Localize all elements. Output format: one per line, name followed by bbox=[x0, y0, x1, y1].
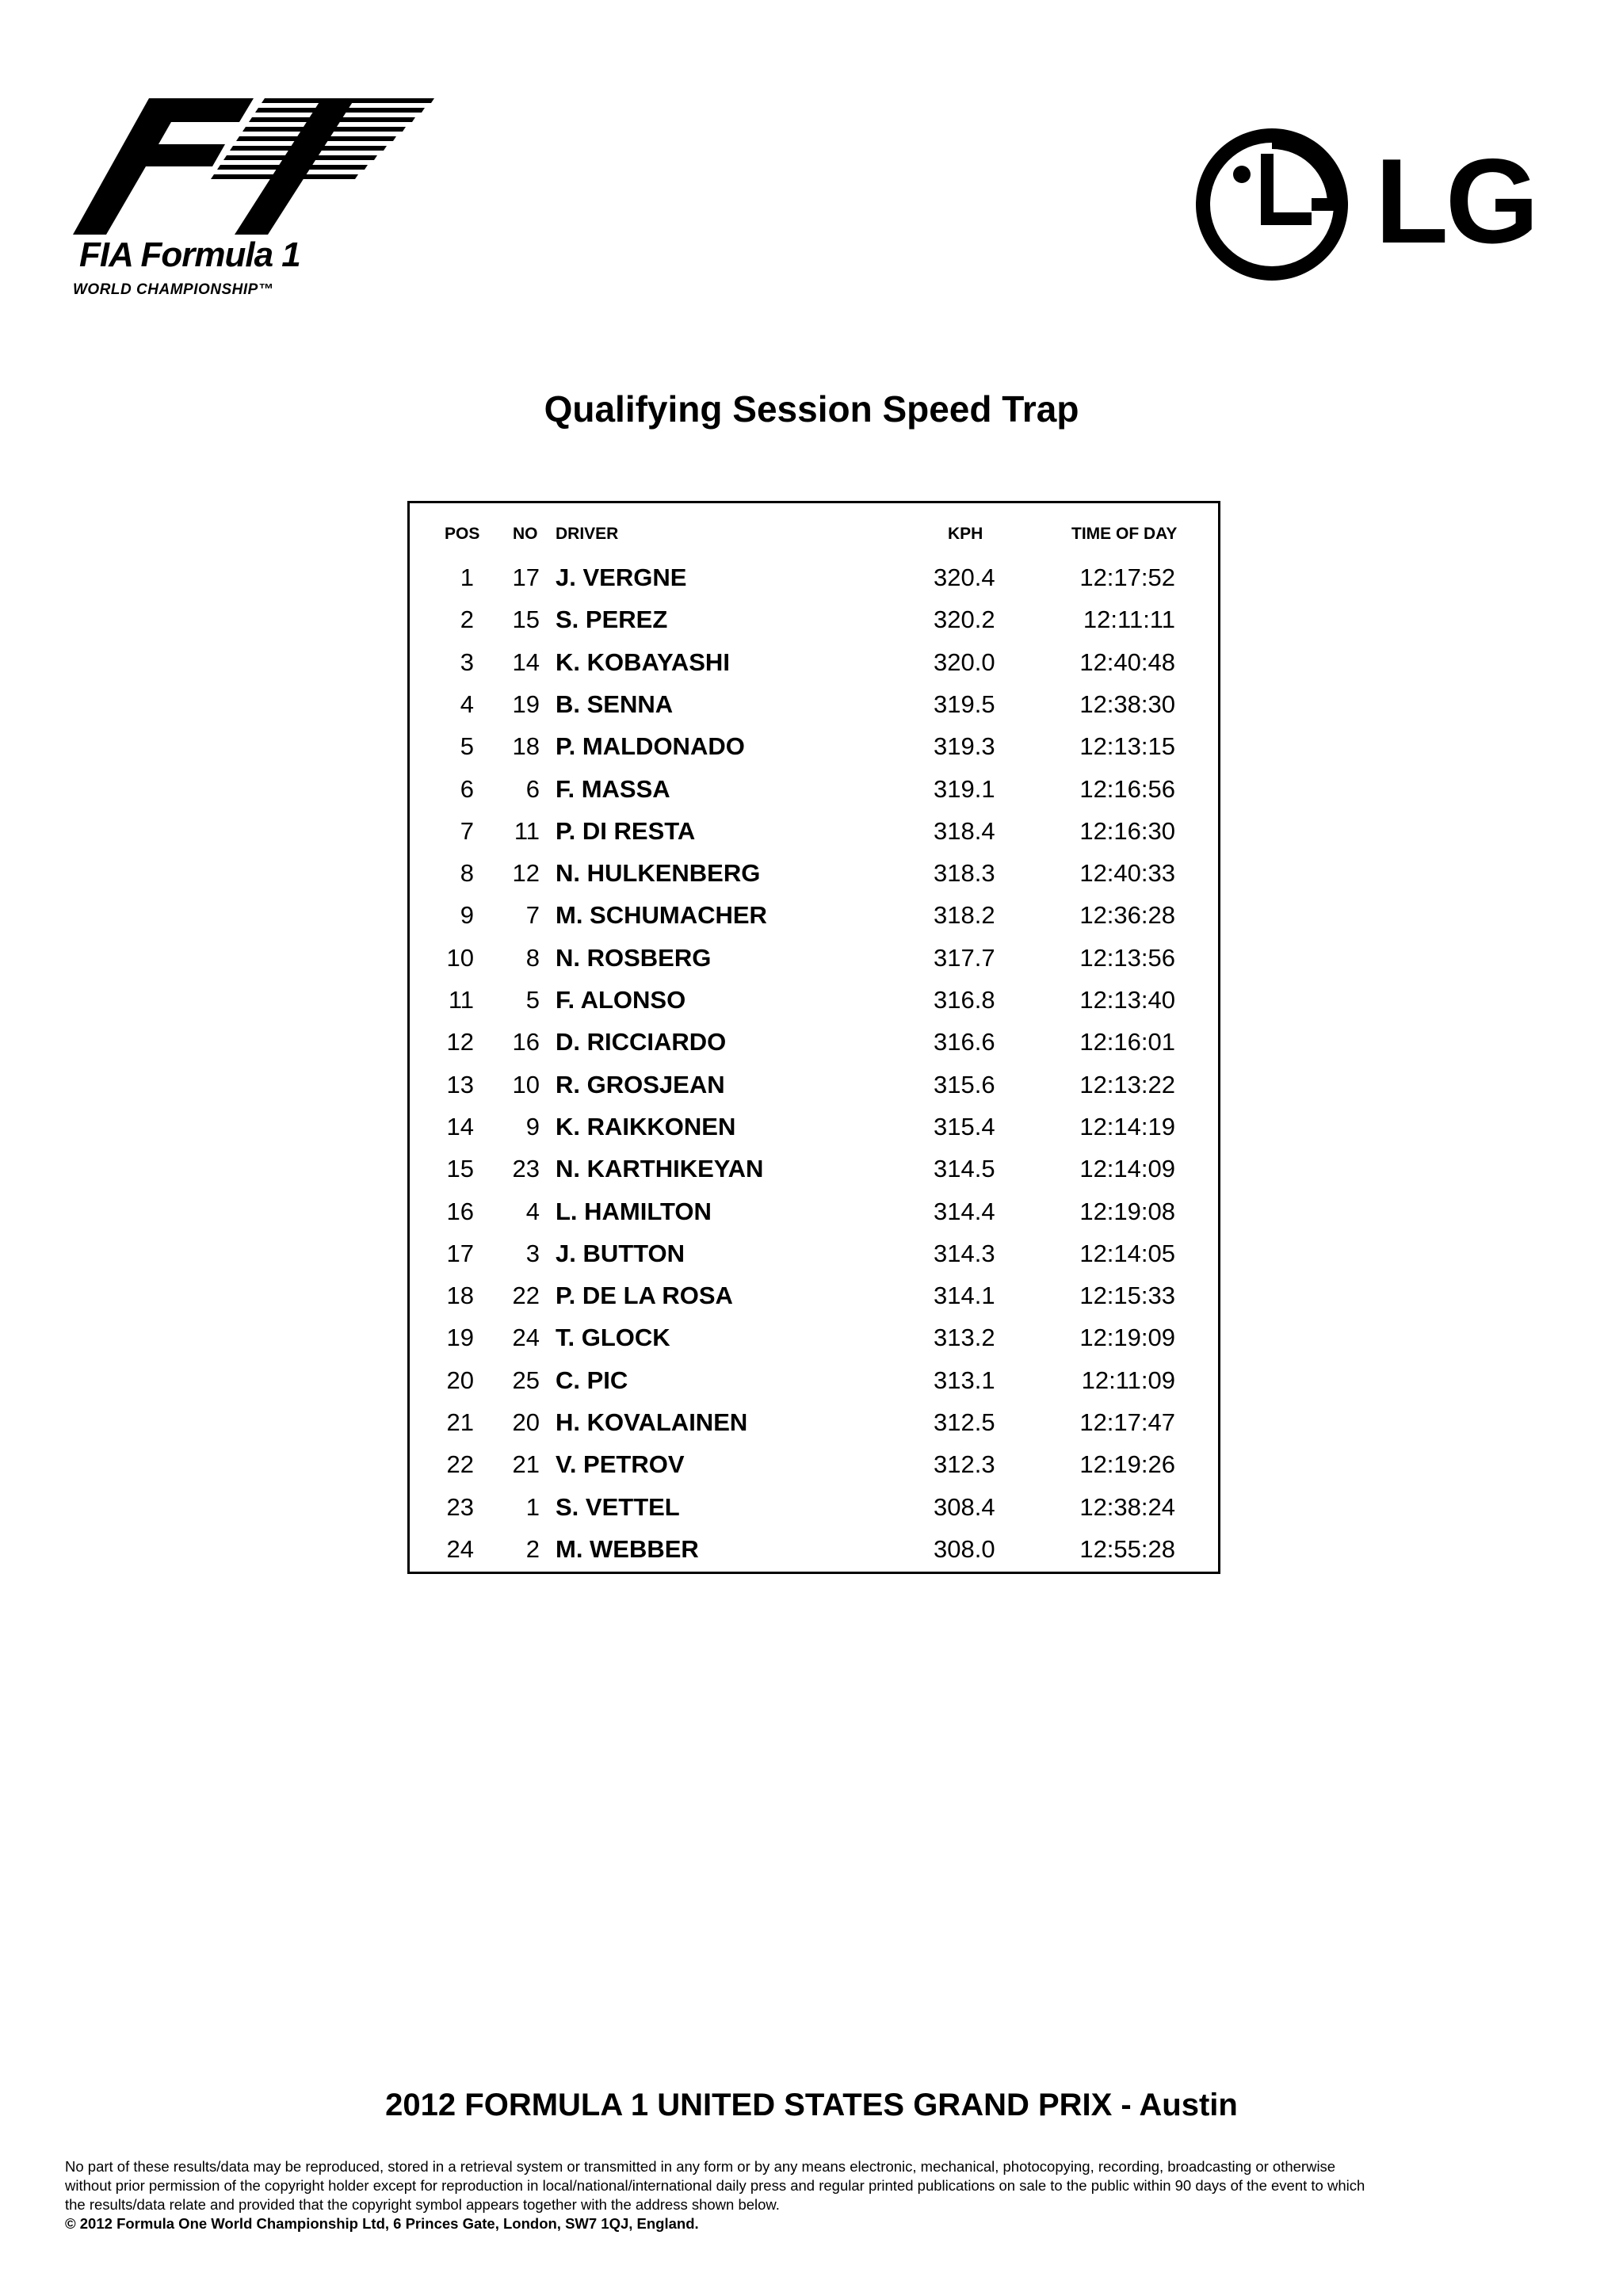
table-row bbox=[0, 768, 1623, 810]
f1-logo-mark bbox=[70, 94, 442, 236]
cell-number: 18 bbox=[512, 732, 540, 761]
cell-number: 8 bbox=[525, 943, 540, 972]
cell-kph: 320.4 bbox=[934, 563, 995, 591]
cell-number: 19 bbox=[512, 690, 540, 718]
cell-pos: 22 bbox=[446, 1450, 474, 1479]
cell-driver: K. KOBAYASHI bbox=[556, 648, 730, 676]
cell-number: 6 bbox=[525, 774, 540, 803]
cell-time-of-day: 12:13:40 bbox=[1079, 986, 1175, 1014]
cell-pos: 4 bbox=[460, 690, 474, 718]
cell-time-of-day: 12:15:33 bbox=[1079, 1282, 1175, 1310]
cell-driver: H. KOVALAINEN bbox=[556, 1408, 748, 1436]
cell-pos: 13 bbox=[446, 1070, 474, 1098]
cell-number: 24 bbox=[512, 1324, 540, 1352]
cell-time-of-day: 12:17:52 bbox=[1079, 563, 1175, 591]
cell-driver: T. GLOCK bbox=[556, 1324, 670, 1352]
cell-pos: 9 bbox=[460, 901, 474, 930]
table-row bbox=[0, 1274, 1623, 1316]
cell-kph: 316.8 bbox=[934, 986, 995, 1014]
cell-kph: 314.1 bbox=[934, 1282, 995, 1310]
cell-time-of-day: 12:16:01 bbox=[1079, 1028, 1175, 1056]
table-row bbox=[0, 894, 1623, 936]
copyright-line: the results/data relate and provided that the copyright symbol appears together with the address shown below. bbox=[65, 2196, 780, 2213]
cell-kph: 320.2 bbox=[934, 606, 995, 634]
column-header-pos: POS bbox=[445, 525, 480, 543]
cell-pos: 8 bbox=[460, 859, 474, 888]
cell-time-of-day: 12:40:33 bbox=[1079, 859, 1175, 888]
cell-pos: 16 bbox=[446, 1197, 474, 1225]
cell-time-of-day: 12:38:24 bbox=[1079, 1492, 1175, 1521]
table-row bbox=[0, 1528, 1623, 1570]
cell-time-of-day: 12:11:09 bbox=[1081, 1366, 1175, 1394]
cell-driver: N. HULKENBERG bbox=[556, 859, 761, 888]
cell-kph: 314.5 bbox=[934, 1155, 995, 1183]
cell-time-of-day: 12:40:48 bbox=[1079, 648, 1175, 676]
table-row bbox=[0, 683, 1623, 725]
copyright-line: without prior permission of the copyright holder except for reproduction in local/national/international daily press and regular printed publications on sale to the public within 90 days of the event to which bbox=[65, 2177, 1365, 2194]
cell-number: 22 bbox=[512, 1282, 540, 1310]
cell-driver: N. KARTHIKEYAN bbox=[556, 1155, 764, 1183]
table-row bbox=[0, 1316, 1623, 1358]
cell-time-of-day: 12:19:26 bbox=[1079, 1450, 1175, 1479]
cell-number: 10 bbox=[512, 1070, 540, 1098]
cell-pos: 1 bbox=[460, 563, 474, 591]
cell-driver: R. GROSJEAN bbox=[556, 1070, 725, 1098]
cell-kph: 315.4 bbox=[934, 1112, 995, 1140]
cell-number: 15 bbox=[512, 606, 540, 634]
cell-time-of-day: 12:16:30 bbox=[1079, 816, 1175, 845]
f1-logo bbox=[70, 94, 442, 308]
cell-time-of-day: 12:19:08 bbox=[1079, 1197, 1175, 1225]
cell-number: 25 bbox=[512, 1366, 540, 1394]
table-row bbox=[0, 1443, 1623, 1485]
cell-pos: 12 bbox=[446, 1028, 474, 1056]
cell-number: 12 bbox=[512, 859, 540, 888]
cell-kph: 318.4 bbox=[934, 816, 995, 845]
cell-time-of-day: 12:16:56 bbox=[1079, 774, 1175, 803]
cell-pos: 18 bbox=[446, 1282, 474, 1310]
cell-time-of-day: 12:13:56 bbox=[1079, 943, 1175, 972]
cell-kph: 313.2 bbox=[934, 1324, 995, 1352]
cell-driver: V. PETROV bbox=[556, 1450, 685, 1479]
cell-pos: 15 bbox=[446, 1155, 474, 1183]
cell-number: 3 bbox=[525, 1239, 540, 1267]
cell-kph: 314.4 bbox=[934, 1197, 995, 1225]
table-row bbox=[0, 1064, 1623, 1106]
column-header-kph: KPH bbox=[948, 525, 983, 543]
table-row bbox=[0, 556, 1623, 598]
cell-number: 9 bbox=[525, 1112, 540, 1140]
cell-pos: 7 bbox=[460, 816, 474, 845]
cell-number: 14 bbox=[512, 648, 540, 676]
lg-face-icon bbox=[1193, 125, 1351, 284]
f1-logo-text: FIA Formula 1 bbox=[79, 235, 300, 274]
cell-kph: 318.3 bbox=[934, 859, 995, 888]
cell-number: 17 bbox=[512, 563, 540, 591]
cell-time-of-day: 12:11:11 bbox=[1083, 606, 1175, 634]
table-row bbox=[0, 641, 1623, 683]
cell-driver: K. RAIKKONEN bbox=[556, 1112, 736, 1140]
cell-kph: 320.0 bbox=[934, 648, 995, 676]
cell-time-of-day: 12:14:05 bbox=[1079, 1239, 1175, 1267]
copyright-notice bbox=[65, 2157, 1571, 2233]
cell-driver: F. MASSA bbox=[556, 774, 670, 803]
cell-pos: 2 bbox=[460, 606, 474, 634]
cell-driver: J. VERGNE bbox=[556, 563, 687, 591]
cell-time-of-day: 12:14:09 bbox=[1079, 1155, 1175, 1183]
cell-kph: 315.6 bbox=[934, 1070, 995, 1098]
cell-driver: M. WEBBER bbox=[556, 1534, 699, 1563]
cell-number: 5 bbox=[525, 986, 540, 1014]
page-title: Qualifying Session Speed Trap bbox=[544, 388, 1079, 430]
cell-time-of-day: 12:17:47 bbox=[1079, 1408, 1175, 1436]
cell-time-of-day: 12:19:09 bbox=[1079, 1324, 1175, 1352]
cell-number: 4 bbox=[525, 1197, 540, 1225]
column-header-no: NO bbox=[513, 525, 538, 543]
cell-kph: 312.5 bbox=[934, 1408, 995, 1436]
cell-pos: 3 bbox=[460, 648, 474, 676]
cell-time-of-day: 12:36:28 bbox=[1079, 901, 1175, 930]
cell-driver: L. HAMILTON bbox=[556, 1197, 712, 1225]
cell-number: 7 bbox=[525, 901, 540, 930]
table-row bbox=[0, 1148, 1623, 1190]
cell-number: 21 bbox=[512, 1450, 540, 1479]
cell-driver: D. RICCIARDO bbox=[556, 1028, 727, 1056]
cell-number: 20 bbox=[512, 1408, 540, 1436]
table-row bbox=[0, 1190, 1623, 1232]
cell-driver: S. PEREZ bbox=[556, 606, 668, 634]
cell-time-of-day: 12:14:19 bbox=[1079, 1112, 1175, 1140]
cell-pos: 21 bbox=[446, 1408, 474, 1436]
cell-kph: 308.0 bbox=[934, 1534, 995, 1563]
cell-pos: 17 bbox=[446, 1239, 474, 1267]
table-row bbox=[0, 937, 1623, 979]
cell-driver: M. SCHUMACHER bbox=[556, 901, 767, 930]
cell-time-of-day: 12:55:28 bbox=[1079, 1534, 1175, 1563]
table-row bbox=[0, 725, 1623, 767]
cell-kph: 319.1 bbox=[934, 774, 995, 803]
cell-number: 11 bbox=[514, 816, 540, 845]
table-row bbox=[0, 979, 1623, 1021]
column-header-driver: DRIVER bbox=[556, 525, 619, 543]
cell-time-of-day: 12:13:15 bbox=[1079, 732, 1175, 761]
table-row bbox=[0, 1486, 1623, 1528]
cell-kph: 308.4 bbox=[934, 1492, 995, 1521]
table-row bbox=[0, 598, 1623, 640]
f1-logo-subtext: WORLD CHAMPIONSHIP™ bbox=[73, 281, 274, 298]
cell-driver: F. ALONSO bbox=[556, 986, 686, 1014]
table-row bbox=[0, 1232, 1623, 1274]
column-header-time-of-day: TIME OF DAY bbox=[1071, 525, 1178, 543]
cell-pos: 23 bbox=[446, 1492, 474, 1521]
table-row bbox=[0, 1106, 1623, 1148]
cell-kph: 318.2 bbox=[934, 901, 995, 930]
copyright-line: No part of these results/data may be reproduced, stored in a retrieval system or transmitted in any form or by any means electronic, mechanical, photocopying, recording, broadcasting or otherwise bbox=[65, 2158, 1336, 2175]
cell-kph: 319.3 bbox=[934, 732, 995, 761]
cell-kph: 319.5 bbox=[934, 690, 995, 718]
cell-kph: 317.7 bbox=[934, 943, 995, 972]
cell-driver: P. DE LA ROSA bbox=[556, 1282, 733, 1310]
cell-kph: 314.3 bbox=[934, 1239, 995, 1267]
lg-wordmark: LG bbox=[1375, 134, 1537, 269]
cell-kph: 313.1 bbox=[934, 1366, 995, 1394]
cell-driver: J. BUTTON bbox=[556, 1239, 685, 1267]
cell-time-of-day: 12:13:22 bbox=[1079, 1070, 1175, 1098]
table-row bbox=[0, 852, 1623, 894]
cell-number: 16 bbox=[512, 1028, 540, 1056]
table-row bbox=[0, 1021, 1623, 1063]
cell-pos: 5 bbox=[460, 732, 474, 761]
cell-driver: C. PIC bbox=[556, 1366, 628, 1394]
cell-driver: S. VETTEL bbox=[556, 1492, 680, 1521]
cell-pos: 6 bbox=[460, 774, 474, 803]
cell-pos: 14 bbox=[446, 1112, 474, 1140]
table-row bbox=[0, 810, 1623, 852]
cell-pos: 20 bbox=[446, 1366, 474, 1394]
cell-pos: 24 bbox=[446, 1534, 474, 1563]
cell-driver: N. ROSBERG bbox=[556, 943, 712, 972]
cell-number: 1 bbox=[525, 1492, 540, 1521]
table-row bbox=[0, 1359, 1623, 1401]
cell-driver: B. SENNA bbox=[556, 690, 674, 718]
cell-number: 23 bbox=[512, 1155, 540, 1183]
cell-driver: P. MALDONADO bbox=[556, 732, 745, 761]
cell-kph: 316.6 bbox=[934, 1028, 995, 1056]
cell-pos: 11 bbox=[448, 986, 474, 1014]
cell-kph: 312.3 bbox=[934, 1450, 995, 1479]
cell-driver: P. DI RESTA bbox=[556, 816, 696, 845]
copyright-owner: © 2012 Formula One World Championship Ltd, 6 Princes Gate, London, SW7 1QJ, England. bbox=[65, 2215, 699, 2232]
cell-time-of-day: 12:38:30 bbox=[1079, 690, 1175, 718]
table-row bbox=[0, 1401, 1623, 1443]
cell-number: 2 bbox=[525, 1534, 540, 1563]
event-title: 2012 FORMULA 1 UNITED STATES GRAND PRIX - Austin bbox=[385, 2088, 1238, 2122]
cell-pos: 10 bbox=[446, 943, 474, 972]
cell-pos: 19 bbox=[446, 1324, 474, 1352]
